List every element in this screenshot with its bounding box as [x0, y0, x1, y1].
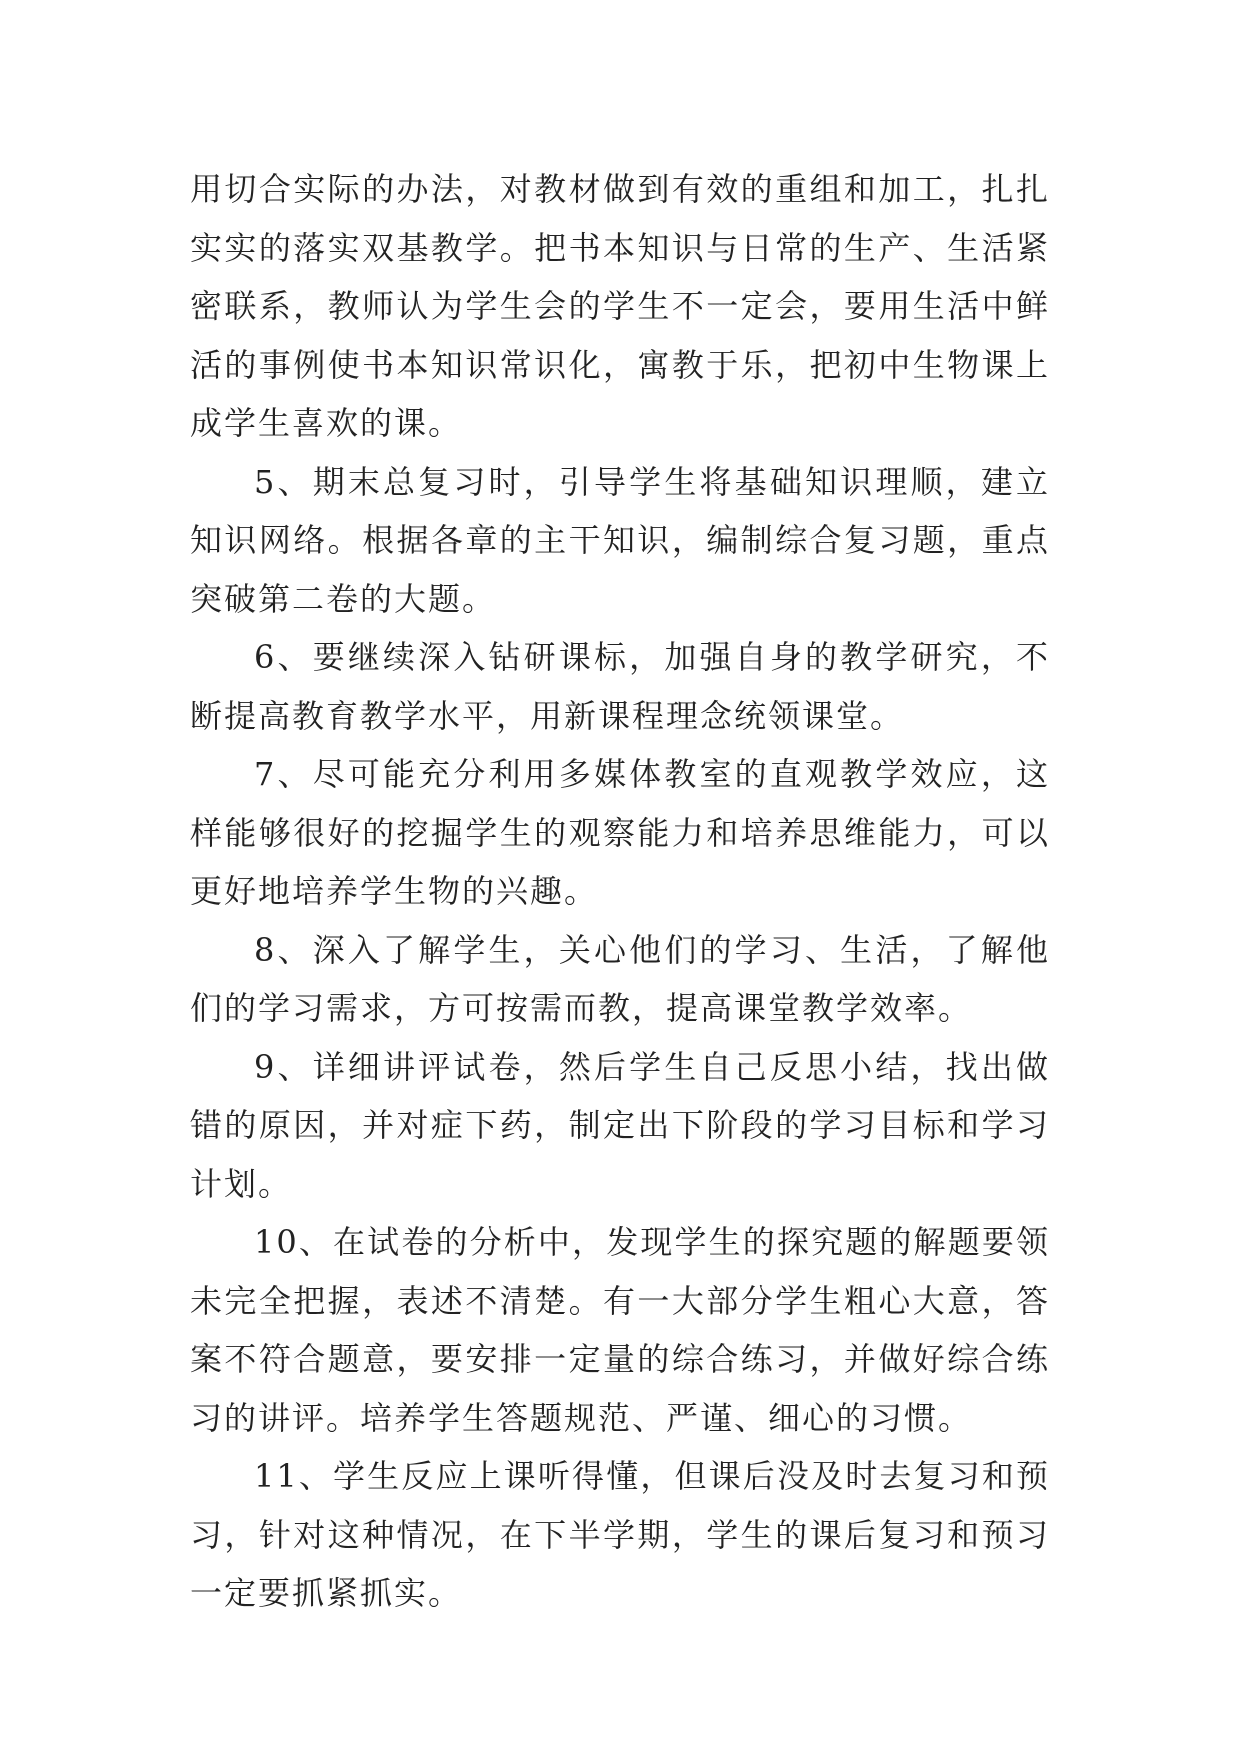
- paragraph-item-9: 9、详细讲评试卷，然后学生自己反思小结，找出做错的原因，并对症下药，制定出下阶段的学习目标和学习计划。: [190, 1047, 1050, 1203]
- paragraph-item-6: 6、要继续深入钻研课标，加强自身的教学研究，不断提高教育教学水平，用新课程理念统领课堂。: [190, 638, 1050, 735]
- paragraph-item-10: 10、在试卷的分析中，发现学生的探究题的解题要领未完全把握，表述不清楚。有一大部分学生粗心大意，答案不符合题意，要安排一定量的综合练习，并做好综合练习的讲评。培养学生答题规范、严谨、细心的习惯。: [190, 1223, 1050, 1437]
- paragraph-item-5: 5、期末总复习时，引导学生将基础知识理顺，建立知识网络。根据各章的主干知识，编制综合复习题，重点突破第二卷的大题。: [190, 462, 1050, 618]
- paragraph-item-8: 8、深入了解学生，关心他们的学习、生活，了解他们的学习需求，方可按需而教，提高课堂教学效率。: [190, 930, 1050, 1027]
- paragraph-item-11: 11、学生反应上课听得懂，但课后没及时去复习和预习，针对这种情况，在下半学期，学生的课后复习和预习一定要抓紧抓实。: [190, 1457, 1050, 1612]
- paragraph-continuation: 用切合实际的办法，对教材做到有效的重组和加工，扎扎实实的落实双基教学。把书本知识与日常的生产、生活紧密联系，教师认为学生会的学生不一定会，要用生活中鲜活的事例使书本知识常识化，寓教于乐，把初中生物课上成学生喜欢的课。: [190, 170, 1050, 442]
- paragraph-item-7: 7、尽可能充分利用多媒体教室的直观教学效应，这样能够很好的挖掘学生的观察能力和培养思维能力，可以更好地培养学生物的兴趣。: [190, 755, 1050, 910]
- document-body: [190, 160, 1050, 1623]
